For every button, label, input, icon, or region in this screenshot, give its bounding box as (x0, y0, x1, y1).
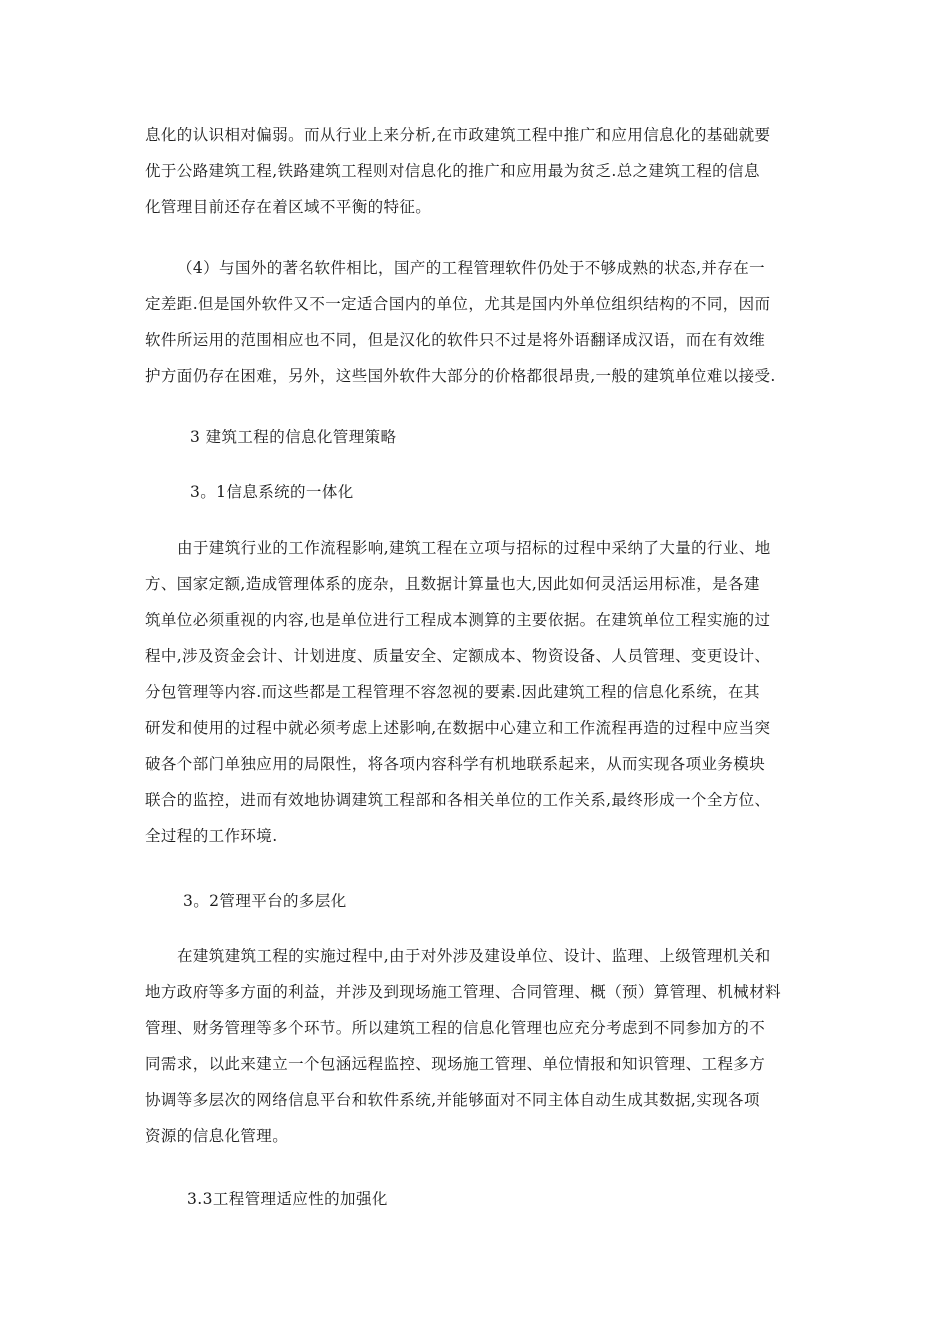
text-line: 同需求，以此来建立一个包涵远程监控、现场施工管理、单位情报和知识管理、工程多方 (145, 1055, 766, 1073)
text-line: 定差距.但是国外软件又不一定适合国内的单位，尤其是国内外单位组织结构的不同，因而 (145, 295, 771, 313)
text-line: 协调等多层次的网络信息平台和软件系统,并能够面对不同主体自动生成其数据,实现各项 (145, 1091, 760, 1109)
text-line: 分包管理等内容.而这些都是工程管理不容忽视的要素.因此建筑工程的信息化系统，在其 (145, 683, 760, 701)
text-line: 管理、财务管理等多个环节。所以建筑工程的信息化管理也应充分考虑到不同参加方的不 (145, 1019, 766, 1037)
text-line: 化管理目前还存在着区域不平衡的特征。 (145, 198, 432, 216)
text-line: 破各个部门单独应用的局限性，将各项内容科学有机地联系起来，从而实现各项业务模块 (145, 755, 766, 773)
section-heading-3: 3 建筑工程的信息化管理策略 (190, 428, 397, 446)
paragraph-foreign-software (145, 250, 810, 394)
paragraph-system-integration (145, 530, 810, 854)
text-line: 研发和使用的过程中就必须考虑上述影响,在数据中心建立和工作流程再造的过程中应当突 (145, 719, 771, 737)
subsection-heading-3-3: 3.3工程管理适应性的加强化 (187, 1190, 388, 1208)
subsection-heading-3-2: 3。2管理平台的多层化 (183, 892, 347, 910)
text-line: 在建筑建筑工程的实施过程中,由于对外涉及建设单位、设计、监理、上级管理机关和 (177, 947, 771, 965)
text-line: 联合的监控，进而有效地协调建筑工程部和各相关单位的工作关系,最终形成一个全方位、 (145, 791, 771, 809)
text-line: 程中,涉及资金会计、计划进度、质量安全、定额成本、物资设备、人员管理、变更设计、 (145, 647, 771, 665)
text-line: （4）与国外的著名软件相比，国产的工程管理软件仍处于不够成熟的状态,并存在一 (177, 259, 765, 277)
text-line: 由于建筑行业的工作流程影响,建筑工程在立项与招标的过程中采纳了大量的行业、地 (177, 539, 771, 557)
text-line: 筑单位必须重视的内容,也是单位进行工程成本测算的主要依据。在建筑单位工程实施的过 (145, 611, 771, 629)
text-line: 资源的信息化管理。 (145, 1127, 289, 1145)
paragraph-regional-imbalance (145, 117, 810, 225)
text-line: 护方面仍存在困难，另外，这些国外软件大部分的价格都很昂贵,一般的建筑单位难以接受. (145, 367, 776, 385)
paragraph-multilevel-platform (145, 938, 810, 1154)
text-line: 全过程的工作环境. (145, 827, 278, 845)
text-line: 地方政府等多方面的利益，并涉及到现场施工管理、合同管理、概（预）算管理、机械材料 (145, 983, 782, 1001)
subsection-heading-3-1: 3。1信息系统的一体化 (190, 483, 354, 501)
text-line: 软件所运用的范围相应也不同，但是汉化的软件只不过是将外语翻译成汉语，而在有效维 (145, 331, 766, 349)
text-line: 方、国家定额,造成管理体系的庞杂，且数据计算量也大,因此如何灵活运用标准，是各建 (145, 575, 760, 593)
text-line: 息化的认识相对偏弱。而从行业上来分析,在市政建筑工程中推广和应用信息化的基础就要 (145, 126, 771, 144)
text-line: 优于公路建筑工程,铁路建筑工程则对信息化的推广和应用最为贫乏.总之建筑工程的信息 (145, 162, 760, 180)
